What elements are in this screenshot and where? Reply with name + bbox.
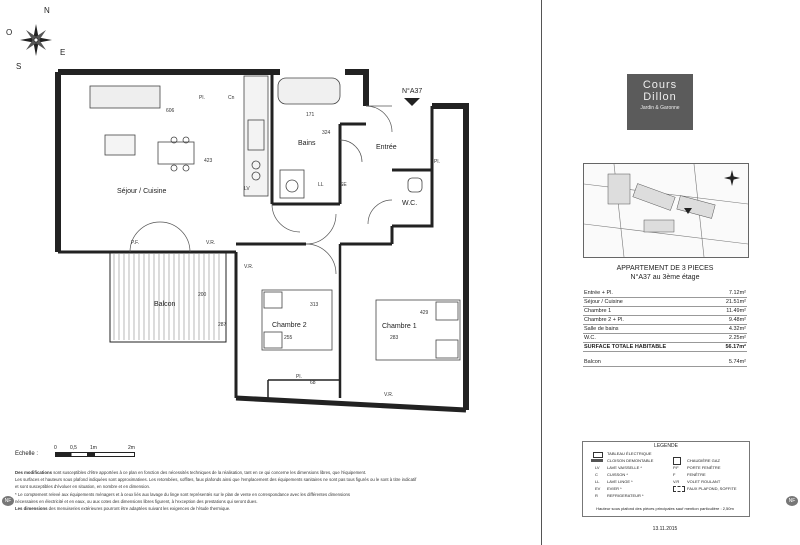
note-line: Les surfaces et hauteurs sous plafond indiquées sont approximatives. Les retombées, soffites, faux plafonds ainsi que l'emplacement des équipements sanitaires ne sont pas tous figurés ou le sont à titre indicatif <box>15 477 417 483</box>
surface-table <box>583 289 747 367</box>
height-note: Hauteur sous plafond des pièces principales sauf mention particulière : 2,50m <box>596 506 734 511</box>
dim-171: 171 <box>306 112 315 118</box>
room-balcon: Balcon <box>154 301 176 308</box>
legend-code: EV <box>595 486 601 491</box>
label-pf: P.F. <box>131 240 139 246</box>
table-row: Entrée + Pl. 7.12m² <box>584 290 746 296</box>
balcon-row: Balcon 5.74m² <box>584 359 746 365</box>
toilet-icon <box>408 178 422 192</box>
compass-s: S <box>16 62 22 71</box>
bathtub-icon <box>278 78 340 104</box>
note-line: Des modifications sont susceptibles d'être apportées à ce plan en fonction des nécessités techniques de la réalisation, tant en ce qui concerne les dimensions libres, que l'équipement. <box>15 470 367 475</box>
bed-2-icon <box>262 290 332 350</box>
nf-logo-icon: NF <box>2 496 14 506</box>
label-ll: LL <box>318 182 324 188</box>
legend-item: CUISSON * <box>607 472 628 477</box>
apartment-title <box>583 264 747 282</box>
legend-code: F <box>673 472 676 477</box>
label-pl: Pl. <box>199 95 205 101</box>
room-bains: Bains <box>298 140 316 147</box>
compass-e: E <box>60 48 66 57</box>
legend-code: LL <box>595 479 600 484</box>
scale-label: Echelle : <box>15 451 39 457</box>
location-map <box>583 163 749 258</box>
scale-tick: 1m <box>90 445 97 451</box>
legend-code: LV <box>595 465 600 470</box>
note-line: * Le comptement relevé aux équipements ménagers et à ceux liés aux lavage du linge sont représentés sur le plan de vente en correspondance avec les différentes dimensions <box>15 491 351 497</box>
legend-item: TABLEAU ÉLECTRIQUE <box>607 451 652 456</box>
dim-429: 429 <box>420 310 429 316</box>
compass-n: N <box>44 6 50 15</box>
legend-code: C <box>595 472 598 477</box>
table-row: Séjour / Cuisine 21.51m² <box>584 299 746 305</box>
table-row: W.C. 2.25m² <box>584 335 746 341</box>
table-row: Chambre 1 11.49m² <box>584 308 746 314</box>
legend-item: FAUX PLAFOND, SOFFITE <box>687 486 737 491</box>
note-line: nécessaires en électricité et en eaux, ou aux cotes des dimensions libres figurent, à l'exception des prestations qui seront dues. <box>15 498 258 504</box>
label-se: SE <box>340 182 347 188</box>
label-vr: V.R. <box>384 392 394 398</box>
apartment-id: N°A37 <box>402 88 423 95</box>
scale-tick: 2m <box>128 445 135 451</box>
label-vr: V.R. <box>206 240 216 246</box>
dim-287: 287 <box>218 322 227 328</box>
nf-logo-icon: NF <box>786 496 798 506</box>
brand-logo <box>627 74 693 130</box>
legend-item: LAVE VAISSELLE * <box>607 465 642 470</box>
legend-item: LAVE LINGE * <box>607 479 633 484</box>
logo-line1: Cours <box>642 79 678 91</box>
label-pl: Pl. <box>434 159 440 165</box>
faux-plafond-icon <box>673 486 685 492</box>
logo-line2: Dillon <box>643 91 677 103</box>
room-chambre1: Chambre 1 <box>382 323 417 330</box>
room-entree: Entrée <box>376 144 397 151</box>
dining-table-icon <box>158 142 194 164</box>
label-cn: Cn <box>228 95 235 101</box>
sofa-icon <box>90 86 160 108</box>
scale-tick: 0,5 <box>70 445 77 451</box>
dim-255: 255 <box>284 335 293 341</box>
legend-item: FENÊTRE <box>687 472 706 477</box>
scale-tick: 0 <box>54 445 57 451</box>
table-row: Chambre 2 + Pl. 9.48m² <box>584 317 746 323</box>
dim-606: 606 <box>166 108 175 114</box>
note-line: Les dimensions des menuiseries extérieures pourront être adaptées suivant les exigences de l'étude thermique. <box>15 506 231 512</box>
legend-item: EVIER * <box>607 486 622 491</box>
tableau-icon <box>593 452 603 458</box>
coffee-table-icon <box>105 135 135 155</box>
legend-item: VOLET ROULANT <box>687 479 721 484</box>
legend-item: REFRIGERATEUR * <box>607 493 644 498</box>
dim-68: 68 <box>310 380 316 386</box>
compass-small-icon <box>724 170 740 186</box>
dim-423: 423 <box>204 158 213 164</box>
page-divider <box>541 0 542 545</box>
table-row: Salle de bains 4.32m² <box>584 326 746 332</box>
legend-code: R <box>595 493 598 498</box>
label-vr: V.R. <box>244 264 254 270</box>
plan-date: 13.11.2015 <box>652 526 678 532</box>
label-lv: LV <box>244 186 250 192</box>
entry-arrow-icon <box>404 98 420 106</box>
chaudiere-icon <box>673 457 681 465</box>
total-row: SURFACE TOTALE HABITABLE 56.17m² <box>584 344 746 350</box>
room-sejour: Séjour / Cuisine <box>117 188 167 195</box>
cloison-icon <box>591 459 603 462</box>
legend-item: CLOISON DEMONTABLE <box>607 458 654 463</box>
apartment-title-line2: N°A37 au 3ème étage <box>630 274 700 281</box>
legend-title: LEGENDE <box>654 443 678 449</box>
plan-notes <box>15 469 445 512</box>
legend-item: CHAUDIÈRE GAZ <box>687 458 720 463</box>
legend-code: P.F <box>673 465 679 470</box>
legend-item: PORTE FENÊTRE <box>687 465 721 470</box>
note-line: et sont susceptibles d'évoluer en situation, en nombre et en dimension. <box>15 484 151 490</box>
dim-200: 200 <box>198 292 207 298</box>
compass-rose-icon <box>20 24 52 56</box>
logo-line3: Jardin & Garonne <box>640 105 680 111</box>
dim-283: 283 <box>390 335 399 341</box>
balcony-outline <box>110 252 226 342</box>
label-pl: Pl. <box>296 374 302 380</box>
room-wc: W.C. <box>402 200 418 207</box>
compass-o: O <box>6 28 13 37</box>
room-chambre2: Chambre 2 <box>272 322 307 329</box>
apartment-title-line1: APPARTEMENT DE 3 PIECES <box>616 265 714 272</box>
dim-313: 313 <box>310 302 319 308</box>
bed-1-icon <box>376 300 460 360</box>
scale-bar <box>55 452 135 457</box>
legend-code: V.R <box>673 479 680 484</box>
dim-324: 324 <box>322 130 331 136</box>
